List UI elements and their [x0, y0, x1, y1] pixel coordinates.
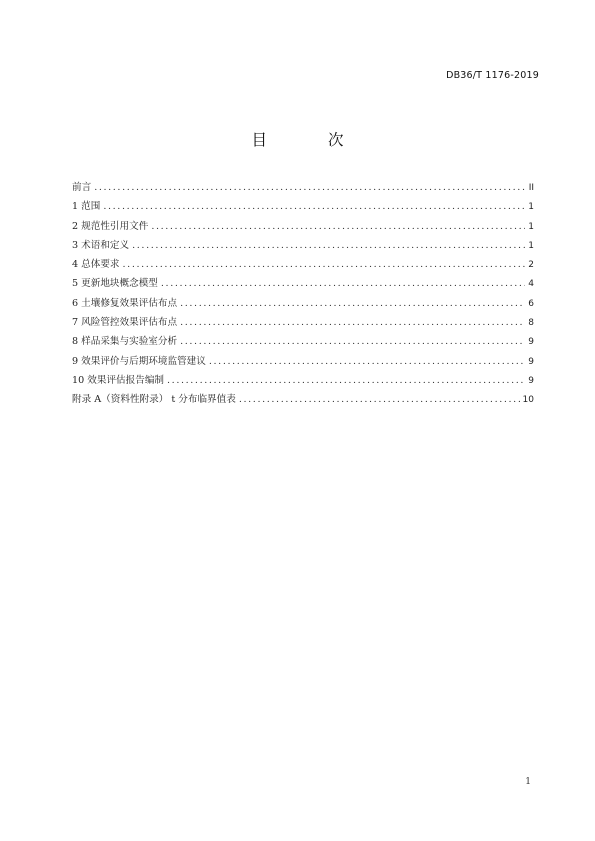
toc-entry-page: 4 — [528, 279, 534, 290]
toc-entry-page: 1 — [528, 221, 534, 232]
toc-entry-scope[interactable] — [72, 197, 534, 216]
toc-leader-dots — [180, 313, 525, 332]
toc-entry-normative-references[interactable] — [72, 217, 534, 236]
toc-leader-dots — [132, 236, 525, 255]
toc-entry-sample-analysis[interactable] — [72, 332, 534, 351]
toc-entry-page: 10 — [522, 395, 534, 406]
toc-entry-page: 2 — [528, 260, 534, 271]
toc-entry-page: 9 — [528, 375, 534, 386]
toc-entry-page: 9 — [528, 356, 534, 367]
toc-leader-dots — [180, 294, 525, 313]
toc-entry-label: 前言 — [72, 182, 92, 193]
toc-leader-dots — [123, 255, 526, 274]
toc-entry-report-preparation[interactable] — [72, 371, 534, 390]
toc-entry-label: 4 总体要求 — [72, 259, 120, 271]
toc-entry-label: 6 土壤修复效果评估布点 — [72, 297, 178, 309]
toc-entry-label: 附录 A（资料性附录） t 分布临界值表 — [72, 394, 236, 406]
toc-entry-evaluation-supervision[interactable] — [72, 352, 534, 371]
toc-entry-label: 3 术语和定义 — [72, 239, 130, 251]
page-number: 1 — [525, 777, 531, 787]
toc-entry-page: 6 — [528, 298, 534, 309]
toc-entry-page: 8 — [528, 318, 534, 329]
toc-entry-label: 10 效果评估报告编制 — [72, 374, 165, 386]
toc-leader-dots — [151, 217, 525, 236]
toc-entry-label: 7 风险管控效果评估布点 — [72, 317, 178, 329]
toc-leader-dots — [161, 274, 525, 293]
toc-entry-foreword[interactable] — [72, 178, 534, 197]
toc-entry-page: 1 — [528, 240, 534, 251]
toc-entry-label: 9 效果评价与后期环境监管建议 — [72, 355, 206, 367]
toc-entry-label: 2 规范性引用文件 — [72, 220, 149, 232]
toc-leader-dots — [94, 178, 526, 197]
toc-leader-dots — [209, 352, 525, 371]
toc-entry-conceptual-model[interactable] — [72, 274, 534, 293]
toc-leader-dots — [180, 332, 525, 351]
toc-leader-dots — [103, 197, 525, 216]
page-title: 目 次 — [251, 131, 372, 149]
toc-leader-dots — [239, 390, 520, 409]
toc-entry-label: 5 更新地块概念模型 — [72, 278, 158, 290]
toc-entry-general-requirements[interactable] — [72, 255, 534, 274]
toc-leader-dots — [167, 371, 525, 390]
toc-entry-page: 9 — [528, 337, 534, 348]
table-of-contents — [72, 178, 534, 410]
document-code: DB36/T 1176-2019 — [446, 70, 539, 81]
toc-entry-page: II — [528, 183, 534, 193]
toc-entry-page: 1 — [528, 202, 534, 213]
toc-entry-label: 1 范围 — [72, 201, 101, 213]
toc-entry-label: 8 样品采集与实验室分析 — [72, 336, 178, 348]
toc-entry-soil-remediation-sampling[interactable] — [72, 294, 534, 313]
toc-entry-appendix-a[interactable] — [72, 390, 534, 409]
toc-entry-terms-definitions[interactable] — [72, 236, 534, 255]
toc-entry-risk-control-sampling[interactable] — [72, 313, 534, 332]
